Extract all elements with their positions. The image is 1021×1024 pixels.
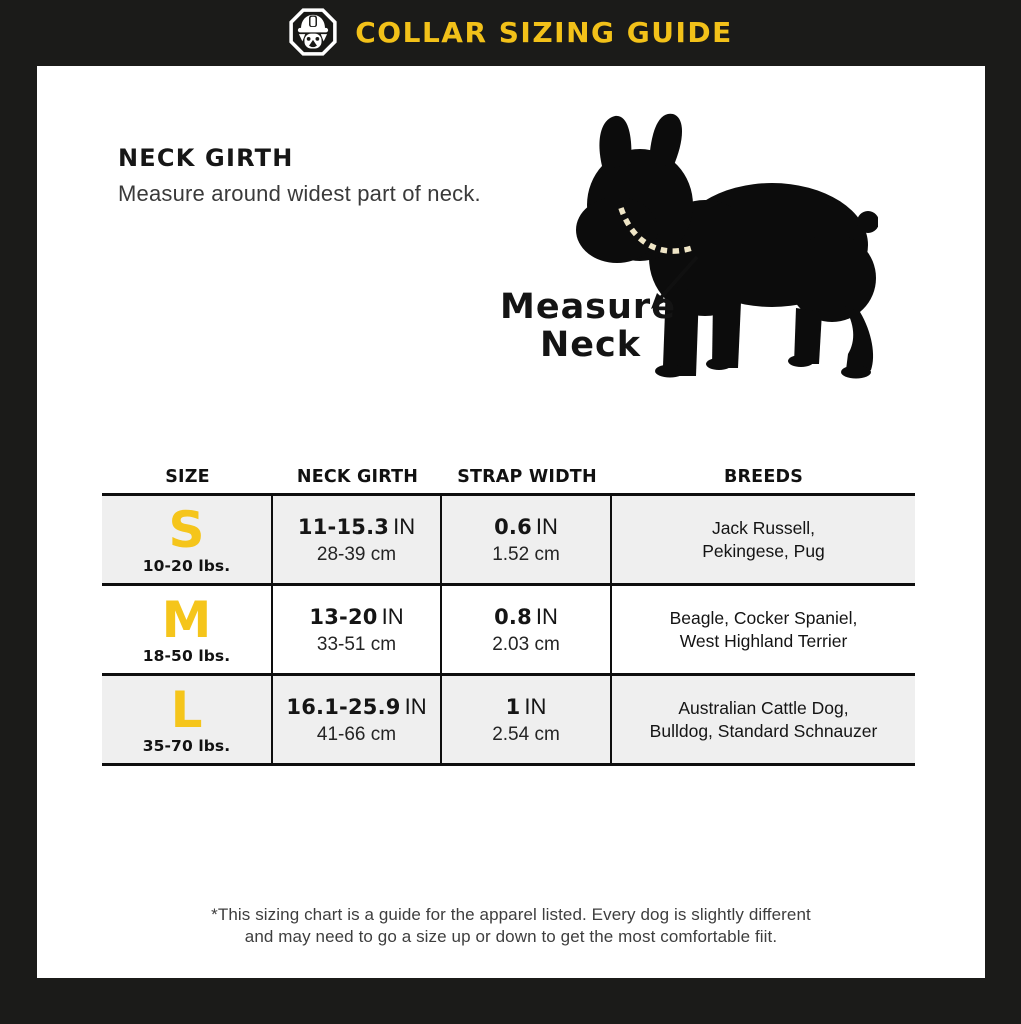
strap-width-in-unit: IN: [524, 693, 547, 719]
breeds-text-line2: West Highland Terrier: [679, 630, 848, 651]
breeds-cell: [612, 586, 915, 673]
disclaimer-line2: and may need to go a size up or down to get the most comfortable fiit.: [244, 926, 778, 946]
column-header-size: SIZE: [165, 466, 210, 487]
section-title: NECK GIRTH: [118, 144, 294, 172]
size-cell: [102, 586, 273, 673]
disclaimer-footnote: [37, 904, 985, 948]
strap-width-in: 0.6: [494, 514, 532, 539]
size-weight-range: 10-20 lbs.: [142, 557, 231, 575]
header-bar: [0, 0, 1021, 64]
strap-width-cm: 1.52 cm: [492, 543, 560, 565]
measure-neck-label-line1: Measure: [500, 287, 676, 327]
size-weight-range: 35-70 lbs.: [142, 737, 231, 755]
sizing-table: [102, 460, 915, 766]
neck-girth-in: 13-20: [309, 604, 378, 629]
breeds-cell: [612, 676, 915, 763]
size-letter: L: [170, 681, 203, 739]
page-title: COLLAR SIZING GUIDE: [355, 15, 733, 49]
table-row-size-l: [102, 676, 915, 766]
strap-width-in: 1: [505, 694, 521, 719]
strap-width-in-unit: IN: [535, 513, 558, 539]
size-letter: M: [161, 591, 212, 649]
size-cell: [102, 496, 273, 583]
neck-girth-in: 11-15.3: [297, 514, 390, 539]
breeds-text-line1: Australian Cattle Dog,: [678, 698, 849, 719]
breeds-text-line2: Bulldog, Standard Schnauzer: [649, 720, 878, 741]
neck-girth-cm: 41-66 cm: [316, 723, 397, 745]
neck-girth-in-unit: IN: [393, 513, 416, 539]
column-header-breeds: BREEDS: [723, 466, 804, 487]
neck-girth-in-unit: IN: [404, 693, 427, 719]
neck-girth-in-unit: IN: [381, 603, 404, 629]
table-row-size-s: [102, 496, 915, 586]
neck-girth-cm: 28-39 cm: [316, 543, 397, 565]
strap-width-in-unit: IN: [535, 603, 558, 629]
disclaimer-line1: *This sizing chart is a guide for the apparel listed. Every dog is slightly different: [211, 905, 811, 924]
size-cell: [102, 676, 273, 763]
neck-girth-cell: [273, 496, 442, 583]
strap-width-cell: [442, 496, 612, 583]
section-subtitle: Measure around widest part of neck.: [118, 181, 481, 206]
breeds-text-line1: Beagle, Cocker Spaniel,: [669, 608, 858, 629]
strap-width-cell: [442, 586, 612, 673]
size-weight-range: 18-50 lbs.: [142, 647, 231, 665]
neck-girth-in: 16.1-25.9: [286, 694, 401, 719]
strap-width-cm: 2.54 cm: [492, 723, 560, 745]
strap-width-cm: 2.03 cm: [492, 633, 560, 655]
strap-width-in: 0.8: [494, 604, 532, 629]
measure-neck-label-line2: Neck: [540, 325, 642, 365]
breeds-cell: [612, 496, 915, 583]
breeds-text-line1: Jack Russell,: [711, 518, 816, 539]
sizing-guide-card: [37, 66, 985, 978]
dog-silhouette-image: [500, 110, 878, 392]
table-body: [102, 493, 915, 766]
neck-girth-cell: [273, 676, 442, 763]
column-header-strap-width: STRAP WIDTH: [457, 466, 597, 487]
strap-width-cell: [442, 676, 612, 763]
firefighter-dog-logo-icon: [288, 7, 338, 57]
table-row-size-m: [102, 586, 915, 676]
breeds-text-line2: Pekingese, Pug: [702, 540, 825, 561]
size-letter: S: [168, 501, 205, 559]
neck-girth-cell: [273, 586, 442, 673]
column-header-neck-girth: NECK GIRTH: [296, 466, 419, 487]
table-header-row: [102, 460, 915, 493]
neck-girth-cm: 33-51 cm: [316, 633, 397, 655]
